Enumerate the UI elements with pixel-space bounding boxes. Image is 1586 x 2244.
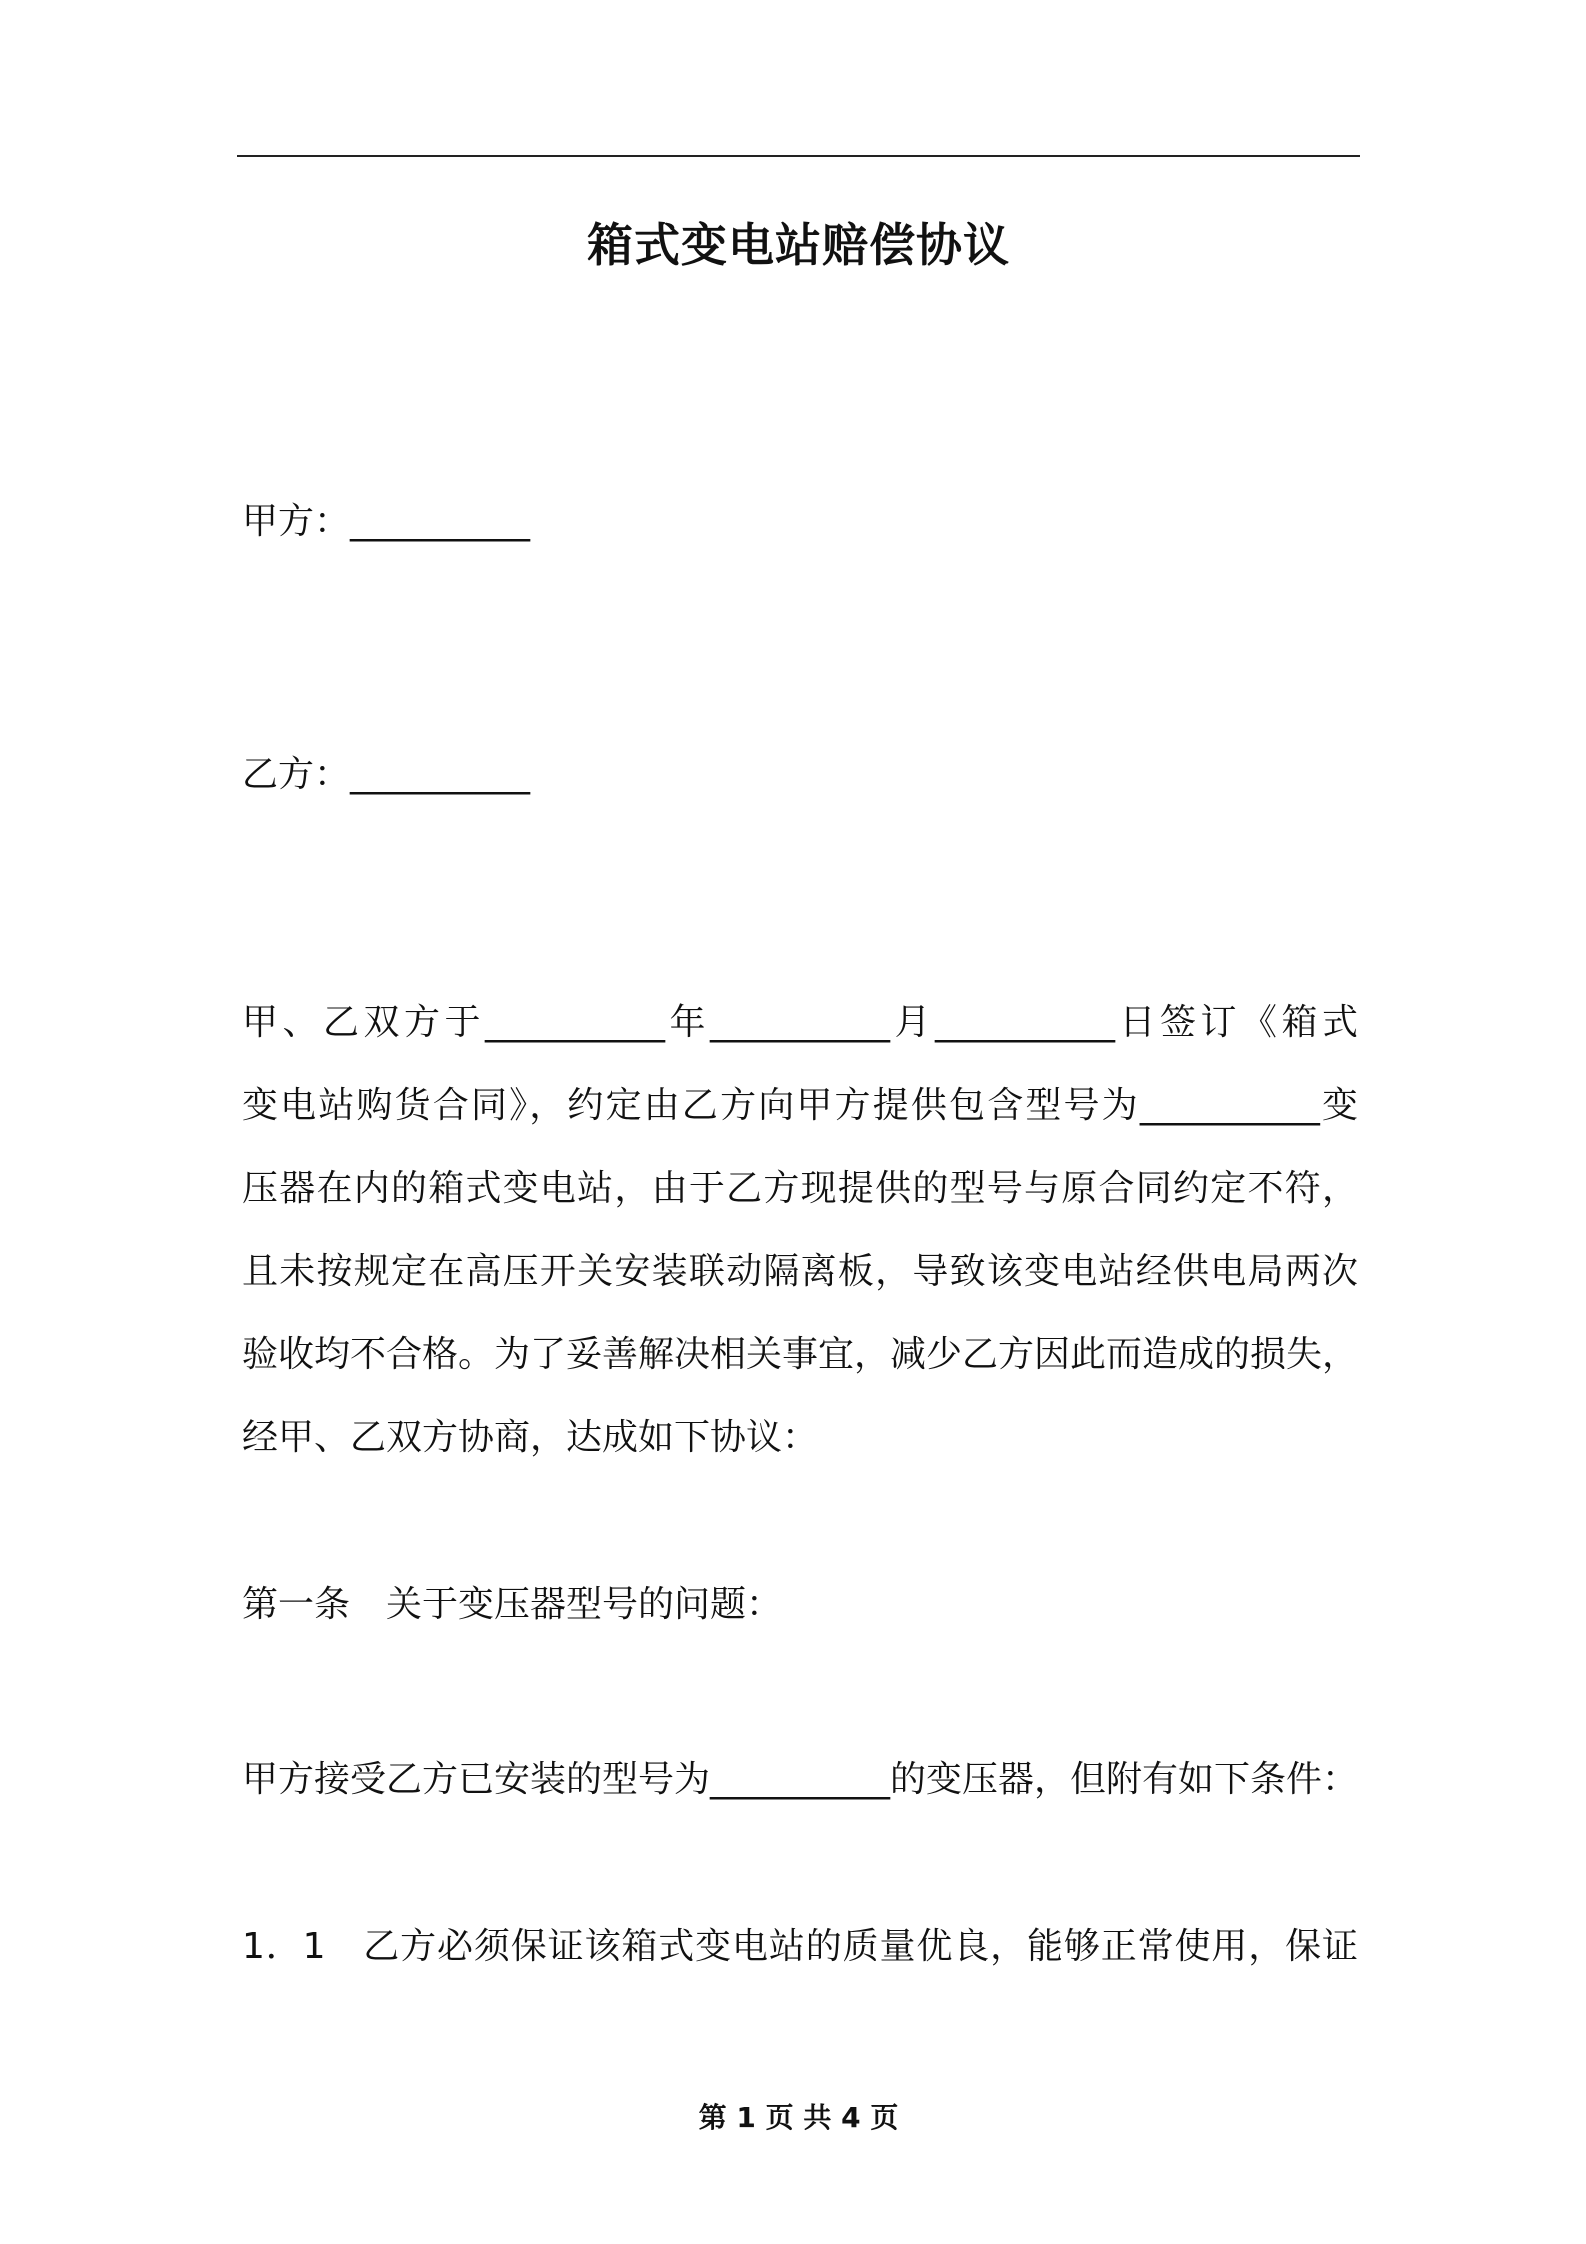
party-a-line: 甲方：__________ xyxy=(242,501,531,542)
intro-line: 验收均不合格。为了妥善解决相关事宜，减少乙方因此而造成的损失， xyxy=(242,1334,1359,1375)
article-1-body-text: 甲方接受乙方已安装的型号为__________的变压器，但附有如下条件： xyxy=(242,1759,1359,1800)
article-1-heading xyxy=(242,1580,1358,1630)
party-b-line: 乙方：__________ xyxy=(242,754,531,795)
article-1-body xyxy=(242,1755,1358,1805)
page-indicator: 第 1 页 共 4 页 xyxy=(698,2101,899,2134)
clause-1-1 xyxy=(242,1922,1358,1972)
document-title: 箱式变电站赔偿协议 xyxy=(587,218,1010,272)
intro-paragraph xyxy=(242,998,1358,1496)
article-1-heading-text: 第一条 关于变压器型号的问题： xyxy=(242,1584,783,1625)
header-rule xyxy=(237,155,1360,157)
intro-line: 压器在内的箱式变电站，由于乙方现提供的型号与原合同约定不符， xyxy=(242,1168,1358,1209)
intro-line: 甲、乙双方于__________年__________月__________日签订《箱式 xyxy=(242,1002,1358,1043)
intro-line: 经甲、乙双方协商，达成如下协议： xyxy=(242,1417,819,1458)
intro-line: 且未按规定在高压开关安装联动隔离板，导致该变电站经供电局两次 xyxy=(242,1251,1358,1292)
intro-line: 变电站购货合同》，约定由乙方向甲方提供包含型号为__________变 xyxy=(242,1085,1358,1126)
clause-1-1-text: 1．1 乙方必须保证该箱式变电站的质量优良，能够正常使用，保证 xyxy=(242,1926,1358,1967)
